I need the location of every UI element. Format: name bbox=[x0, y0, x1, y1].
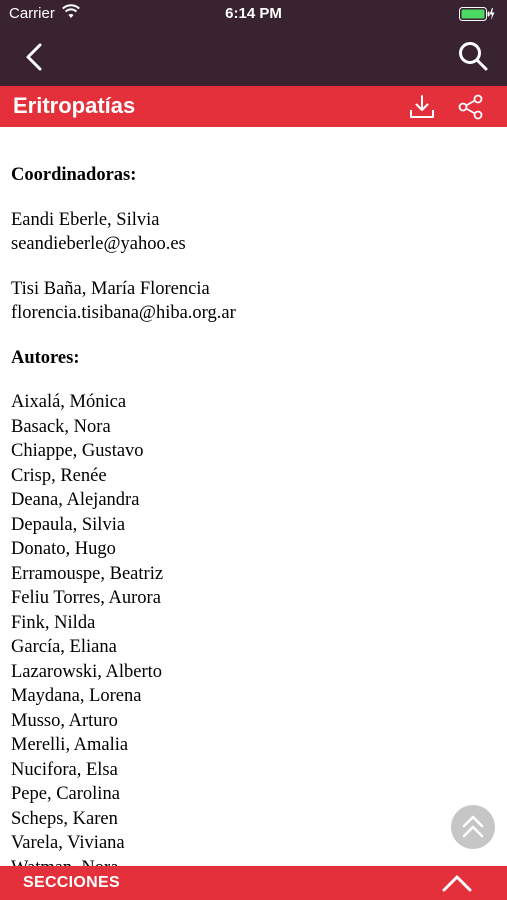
author-item: Maydana, Lorena bbox=[11, 686, 142, 706]
coordinator-name: Tisi Baña, María Florencia bbox=[11, 278, 210, 299]
author-item: Pepe, Carolina bbox=[11, 784, 120, 804]
coordinators-heading: Coordinadoras: bbox=[11, 165, 137, 185]
author-item: Erramouspe, Beatriz bbox=[11, 563, 164, 584]
nav-bar bbox=[0, 28, 507, 86]
back-icon[interactable] bbox=[22, 42, 48, 72]
document-content bbox=[0, 127, 507, 865]
carrier-label: Carrier bbox=[9, 5, 55, 22]
author-item: Chiappe, Gustavo bbox=[11, 441, 144, 461]
author-item: Fink, Nilda bbox=[11, 612, 96, 633]
author-item: Nucifora, Elsa bbox=[11, 759, 118, 780]
author-item: Lazarowski, Alberto bbox=[11, 661, 163, 682]
author-item: Varela, Viviana bbox=[11, 833, 125, 853]
author-item: Scheps, Karen bbox=[11, 808, 118, 829]
author-item: Feliu Torres, Aurora bbox=[11, 588, 161, 608]
coordinator-email[interactable]: florencia.tisibana@hiba.org.ar bbox=[11, 303, 236, 323]
chevron-up-icon[interactable] bbox=[442, 873, 472, 893]
author-item: Depaula, Silvia bbox=[11, 514, 126, 535]
author-item: Musso, Arturo bbox=[11, 710, 118, 731]
share-icon[interactable] bbox=[458, 94, 484, 120]
author-item: Merelli, Amalia bbox=[11, 735, 129, 755]
scroll-top-icon bbox=[462, 814, 484, 840]
battery-icon bbox=[459, 7, 495, 21]
author-item: Basack, Nora bbox=[11, 416, 111, 437]
page-title: Eritropatías bbox=[13, 93, 136, 118]
title-bar bbox=[0, 86, 507, 127]
status-bar bbox=[0, 0, 507, 28]
download-icon[interactable] bbox=[409, 94, 435, 120]
document-body bbox=[11, 163, 236, 880]
search-icon[interactable] bbox=[457, 40, 489, 72]
author-item: Aixalá, Mónica bbox=[11, 392, 127, 412]
author-item: Deana, Alejandra bbox=[11, 490, 140, 510]
coordinator-name: Eandi Eberle, Silvia bbox=[11, 209, 160, 230]
author-item: Donato, Hugo bbox=[11, 539, 116, 559]
clock: 6:14 PM bbox=[225, 5, 282, 22]
authors-list bbox=[11, 390, 236, 880]
coordinator-entry bbox=[11, 208, 236, 257]
authors-heading: Autores: bbox=[11, 347, 80, 368]
sections-bar[interactable] bbox=[0, 866, 507, 900]
author-item: García, Eliana bbox=[11, 637, 117, 657]
coordinator-entry bbox=[11, 277, 236, 326]
scroll-top-button[interactable] bbox=[451, 805, 495, 849]
coordinator-email[interactable]: seandieberle@yahoo.es bbox=[11, 234, 186, 254]
top-bar bbox=[0, 0, 507, 86]
sections-label: SECCIONES bbox=[23, 874, 120, 891]
author-item: Crisp, Renée bbox=[11, 465, 107, 486]
